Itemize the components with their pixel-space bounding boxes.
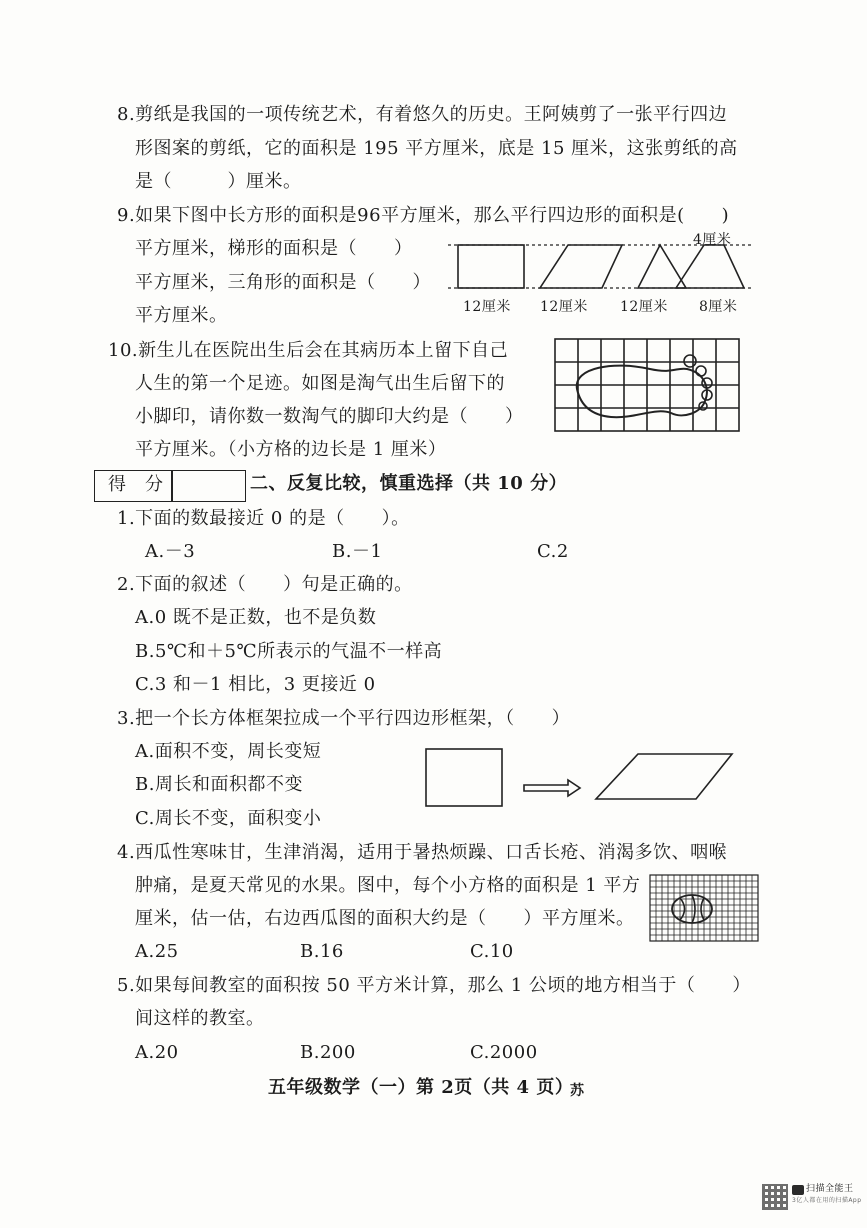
s2-q3-option-a: A.面积不变，周长变短	[135, 741, 322, 762]
score-label: 得 分	[108, 474, 164, 495]
section2-title: 二、反复比较，慎重选择（共 10 分）	[250, 473, 568, 494]
s2-q5-option-b: B.200	[300, 1042, 356, 1063]
q9-label-triangle: 12厘米	[620, 299, 668, 315]
watermelon-grid	[650, 875, 758, 941]
watermark-sub: 3亿人都在用的扫描App	[792, 1197, 862, 1204]
q9-label-parallelogram: 12厘米	[540, 299, 588, 315]
arrow-right-icon	[524, 780, 580, 796]
watermark-label: 扫描全能王	[806, 1184, 854, 1194]
s2-q2-stem: 2.下面的叙述（ ）句是正确的。	[117, 574, 413, 595]
s2-q4-line1: 4.西瓜性寒味甘，生津消渴，适用于暑热烦躁、口舌长疮、消渴多饮、咽喉	[117, 842, 728, 863]
q9-parallelogram	[540, 245, 622, 288]
q10-line4: 平方厘米。（小方格的边长是 1 厘米）	[135, 439, 447, 460]
s2-q3-stem: 3.把一个长方体框架拉成一个平行四边形框架，（ ）	[117, 708, 571, 729]
s2-q4-option-a: A.25	[135, 941, 179, 962]
q9-rectangle	[458, 245, 524, 288]
footprint-grid-figure	[555, 339, 739, 431]
s2-q3-option-c: C.周长不变，面积变小	[135, 808, 322, 829]
s2-q5-line2: 间这样的教室。	[135, 1008, 265, 1029]
q8-line2: 形图案的剪纸，它的面积是 195 平方厘米，底是 15 厘米，这张剪纸的高	[135, 138, 738, 159]
s2-q4-option-c: C.10	[470, 941, 514, 962]
page-footer: 五年级数学（一）第 2页（共 4 页）	[268, 1077, 574, 1098]
q9-triangle	[638, 245, 686, 288]
score-box-divider	[171, 471, 173, 501]
s2-q3-option-b: B.周长和面积都不变	[135, 774, 303, 795]
watermelon-grid-figure	[650, 875, 758, 941]
page-footer-suffix: 苏	[570, 1083, 585, 1099]
footprint-outline	[577, 366, 707, 418]
parallelogram-frame	[596, 754, 732, 799]
s2-q4-option-b: B.16	[300, 941, 344, 962]
q9-label-rectangle: 12厘米	[463, 299, 511, 315]
qr-code-icon	[762, 1184, 788, 1210]
s2-q1-option-b: B.－1	[332, 541, 383, 562]
scanner-logo-icon	[792, 1185, 804, 1195]
q9-label-trapezoid: 8厘米	[699, 299, 738, 315]
q9-label-top: 4厘米	[693, 232, 732, 248]
s2-q5-option-c: C.2000	[470, 1042, 538, 1063]
s2-q4-line2: 肿痛，是夏天常见的水果。图中，每个小方格的面积是 1 平方	[135, 875, 641, 896]
s2-q4-line3: 厘米，估一估，右边西瓜图的面积大约是（ ）平方厘米。	[135, 908, 635, 929]
q10-line1: 10.新生儿在医院出生后会在其病历本上留下自己	[108, 340, 509, 361]
q9-line2: 平方厘米，梯形的面积是（ ）	[135, 238, 413, 259]
s2-q2-option-b: B.5℃和＋5℃所表示的气温不一样高	[135, 641, 443, 662]
q8-line1: 8.剪纸是我国的一项传统艺术，有着悠久的历史。王阿姨剪了一张平行四边	[117, 104, 728, 125]
scanner-watermark	[758, 1180, 862, 1220]
q10-line2: 人生的第一个足迹。如图是淘气出生后留下的	[135, 373, 505, 394]
footprint-toe-1	[684, 355, 696, 367]
q8-line3: 是（ ）厘米。	[135, 171, 302, 192]
s2-q1-option-a: A.－3	[145, 541, 196, 562]
s2-q2-option-a: A.0 既不是正数，也不是负数	[135, 607, 377, 628]
s2-q5-line1: 5.如果每间教室的面积按 50 平方米计算，那么 1 公顷的地方相当于（ ）	[117, 975, 751, 996]
q9-line4: 平方厘米。	[135, 305, 228, 326]
q10-line3: 小脚印，请你数一数淘气的脚印大约是（ ）	[135, 406, 524, 427]
s2-q5-option-a: A.20	[135, 1042, 179, 1063]
q9-line3: 平方厘米，三角形的面积是（ ）	[135, 272, 431, 293]
footprint-toe-2	[696, 366, 706, 376]
frame-transform-figure	[420, 744, 750, 814]
rectangle-frame	[426, 749, 502, 806]
q9-line1: 9.如果下图中长方形的面积是96平方厘米，那么平行四边形的面积是( )	[117, 205, 730, 226]
s2-q1-option-c: C.2	[537, 541, 569, 562]
s2-q1-stem: 1.下面的数最接近 0 的是（ ）。	[117, 508, 410, 529]
s2-q2-option-c: C.3 和－1 相比，3 更接近 0	[135, 674, 376, 695]
